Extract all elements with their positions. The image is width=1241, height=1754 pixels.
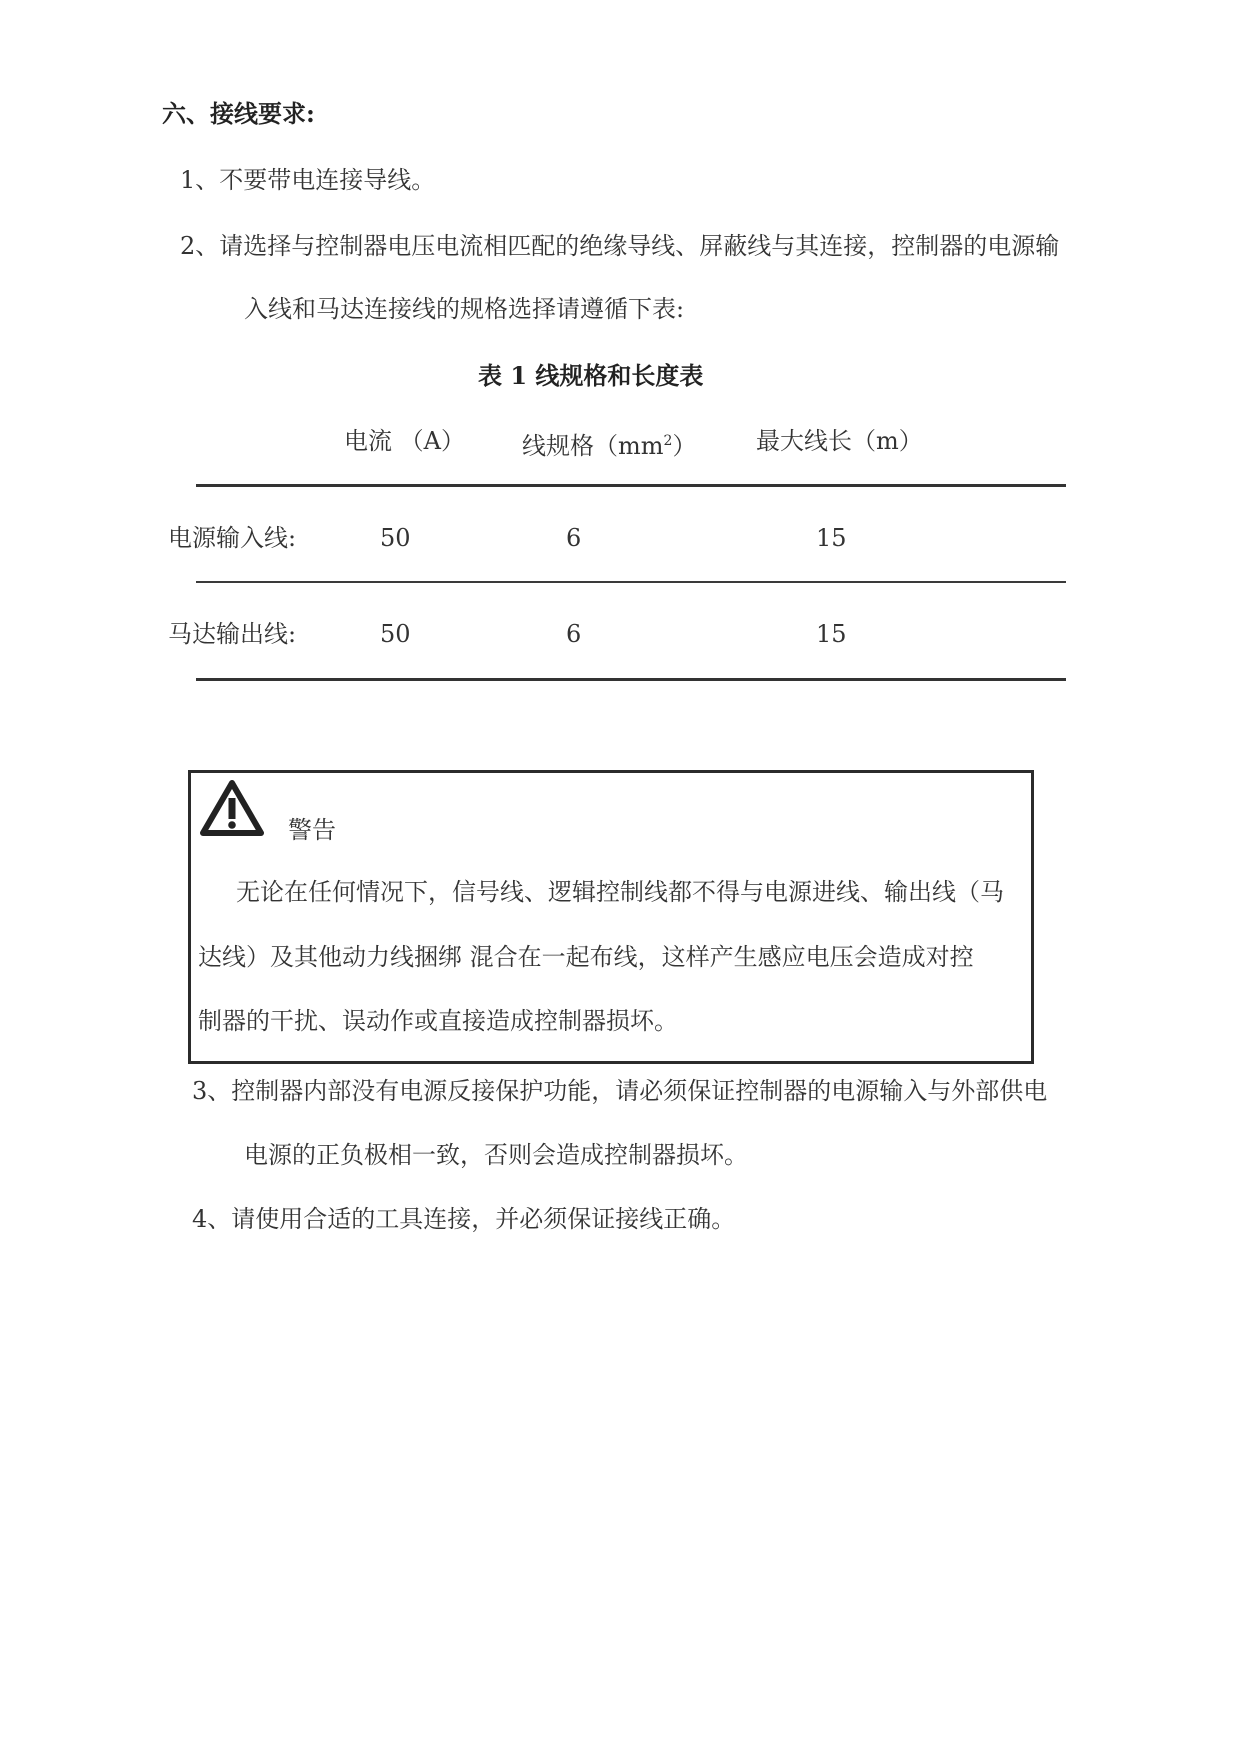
- table-caption: 表 1 线规格和长度表: [478, 361, 704, 390]
- list-item-2-line2: 入线和马达连接线的规格选择请遵循下表:: [244, 295, 685, 323]
- list-item-3-line2: 电源的正负极相一致，否则会造成控制器损坏。: [244, 1141, 748, 1169]
- warning-line-2: 达线）及其他动力线捆绑 混合在一起布线，这样产生感应电压会造成对控: [198, 943, 974, 971]
- table-row-1-gauge: 6: [566, 524, 582, 552]
- table-row-2-gauge: 6: [566, 620, 582, 648]
- warning-triangle-icon: [200, 780, 264, 836]
- table-row-1-label: 电源输入线:: [168, 524, 297, 552]
- list-item-1: 1、不要带电连接导线。: [180, 166, 436, 194]
- table-row-2-label: 马达输出线:: [168, 620, 297, 648]
- table-header-current: 电流 （A）: [344, 427, 465, 455]
- table-header-gauge: 线规格$(mm^2)$: [522, 432, 697, 460]
- table-row-2-length: 15: [816, 620, 847, 648]
- warning-line-3: 制器的干扰、误动作或直接造成控制器损坏。: [198, 1007, 678, 1035]
- table-bottom-rule: [196, 678, 1066, 681]
- list-item-4: 4、请使用合适的工具连接，并必须保证接线正确。: [192, 1205, 736, 1233]
- list-item-3-line1: 3、控制器内部没有电源反接保护功能，请必须保证控制器的电源输入与外部供电: [192, 1077, 1048, 1105]
- table-mid-rule: [196, 581, 1066, 583]
- warning-line-1: 无论在任何情况下，信号线、逻辑控制线都不得与电源进线、输出线（马: [236, 878, 1004, 906]
- warning-title: 警告: [288, 816, 336, 844]
- table-row-1-current: 50: [380, 524, 411, 552]
- list-item-2-line1: 2、请选择与控制器电压电流相匹配的绝缘导线、屏蔽线与其连接，控制器的电源输: [180, 232, 1060, 260]
- table-header-length: 最大线长（m）: [756, 427, 923, 455]
- table-row-2-current: 50: [380, 620, 411, 648]
- table-row-1-length: 15: [816, 524, 847, 552]
- section-heading: 六、接线要求:: [162, 99, 315, 128]
- table-top-rule: [196, 484, 1066, 487]
